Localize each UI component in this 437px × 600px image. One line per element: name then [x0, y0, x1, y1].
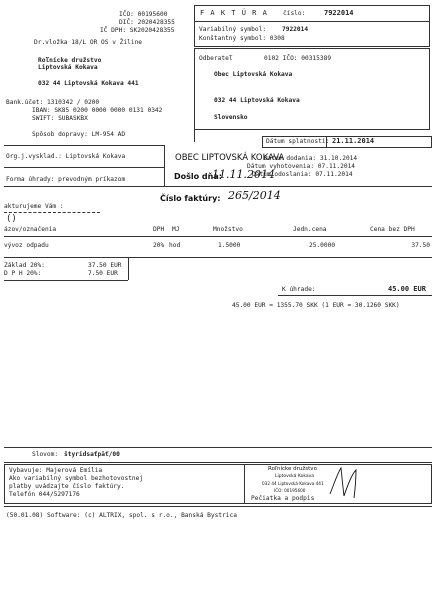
supplier-ic-dph: IČ DPH: SK2020428355 [100, 27, 175, 34]
customer-country: Slovensko [214, 114, 248, 121]
signature-icon [326, 464, 366, 502]
amount-in-words: štyridsaťpäť/00 [64, 451, 120, 458]
supplier-bank-account: Bank.účet: 1310342 / 0200 [6, 99, 100, 106]
supplier-swift: SWIFT: SUBASKBX [32, 115, 88, 122]
dispatch-org-unit: Org.j.vysklad.: Liptovská Kokava [6, 153, 126, 160]
seal-line3: 032 44 Liptovská Kokava 441 [262, 481, 324, 486]
transport-method: Spôsob dopravy: LM-954 AD [32, 131, 126, 138]
row-dph: 20% [153, 242, 165, 249]
row-mj: hod [169, 242, 181, 249]
customer-box-tick [194, 130, 195, 142]
seal-caption: Pečiatka a podpis [251, 495, 315, 502]
supplier-name-line2: Liptovská Kokava [38, 64, 98, 71]
table-bottom-line [4, 257, 432, 258]
footer-divider [244, 464, 245, 504]
sent-date: Dátum odoslania: 07.11.2014 [252, 171, 353, 178]
phone-number: Telefón 044/5297176 [9, 491, 80, 498]
issued-by: Vybavuje: Majerová Emília [9, 467, 103, 474]
received-stamp-label: Došlo dňa: [174, 172, 222, 181]
issue-date: Dátum vyhotovenia: 07.11.2014 [247, 163, 356, 170]
customer-ico: 0102 IČO: 00315389 [264, 55, 332, 62]
invoice-intro: akturujeme Vám : [4, 203, 64, 210]
due-date: 21.11.2014 [332, 137, 375, 145]
software-credit: (50.01.08) Software: (c) ALTRIX, spol. s r.o., Banská Bystrica [6, 512, 237, 519]
row-unit-price: 25.0000 [309, 242, 336, 249]
row-name: vývoz odpadu [4, 242, 49, 249]
amount-in-words-label: Slovom: [32, 451, 59, 458]
received-stamp-recipient: OBEC LIPTOVSKÁ KOKAVA [175, 153, 285, 163]
constant-symbol: Konštantný symbol: 0308 [199, 35, 285, 42]
col-total-header: Cena bez DPH [370, 226, 415, 233]
dispatch-bottom-line [4, 186, 432, 187]
payment-divider [4, 167, 164, 168]
invoice-title: F A K T Ú R A [200, 9, 268, 17]
to-pay-value: 45.00 EUR [388, 285, 426, 293]
variable-symbol: 7922014 [282, 26, 309, 33]
vat-base-label: Základ 20%: [4, 262, 45, 269]
delivery-date: Dátum dodania: 31.10.2014 [264, 155, 358, 162]
customer-label: Odberateľ [199, 55, 233, 62]
summary-underline [4, 280, 128, 281]
invoice-number-label: číslo: [283, 10, 306, 17]
customer-address: 032 44 Liptovská Kokava [214, 97, 300, 104]
words-top-line [4, 447, 432, 448]
software-top-line [4, 506, 432, 507]
list-marker: () [6, 214, 17, 224]
table-header-line [4, 236, 432, 237]
supplier-ico: IČO: 00195600 [119, 11, 168, 18]
dispatch-divider [4, 145, 164, 146]
vat-value: 7.50 EUR [88, 270, 118, 277]
words-bottom-line [4, 462, 432, 463]
row-total: 37.50 [411, 242, 430, 249]
supplier-name-line1: Roľnícke družstvo [38, 57, 102, 64]
to-pay-underline [278, 295, 432, 296]
row-qty: 1.5000 [218, 242, 241, 249]
invoice-number: 7922014 [324, 9, 354, 17]
due-date-label: Dátum splatnosti: [266, 138, 330, 145]
col-unit-price-header: Jedn.cena [293, 226, 327, 233]
col-name-header: ázov/označenia [4, 226, 57, 233]
seal-line1: Roľnícke družstvo [268, 466, 317, 472]
vat-label: D P H 20%: [4, 270, 42, 277]
intro-underline [4, 212, 100, 213]
seal-line2: Liptovská Kokava [275, 474, 315, 479]
invoice-number-stamp-label: Číslo faktúry: [160, 194, 221, 203]
summary-vertical [128, 258, 129, 280]
currency-conversion: 45.00 EUR = 1355.70 SKK (1 EUR = 30.1260 SKK) [232, 302, 400, 309]
dispatch-vertical [164, 145, 165, 186]
header-divider [194, 21, 430, 22]
supplier-iban: IBAN: SK85 0200 0000 0000 0131 0342 [32, 107, 163, 114]
supplier-dic: DIČ: 2020428355 [119, 19, 175, 26]
vat-base-value: 37.50 EUR [88, 262, 122, 269]
supplier-address: 032 44 Liptovská Kokava 441 [38, 80, 139, 87]
customer-name: Obec Liptovská Kokava [214, 71, 293, 78]
supplier-registry: Dr.vložka 18/L OR OS v Žiline [34, 39, 143, 46]
payment-method: Forma úhrady: prevodným príkazom [6, 176, 126, 183]
col-dph-header: DPH [153, 226, 165, 233]
payment-note-line1: Ako variabilný symbol bezhotovostnej [9, 475, 144, 482]
col-qty-header: Množstvo [213, 226, 243, 233]
payment-note-line2: platby uvádzajte číslo faktúry. [9, 483, 125, 490]
col-mj-header: MJ [172, 226, 180, 233]
variable-symbol-label: Variabilný symbol: [199, 26, 267, 33]
seal-line4: IČO: 00195600 [274, 488, 306, 493]
invoice-number-handwritten: 265/2014 [228, 189, 281, 202]
to-pay-label: K úhrade: [282, 286, 316, 293]
received-date-handwritten: 11.11.2014 [212, 168, 275, 181]
